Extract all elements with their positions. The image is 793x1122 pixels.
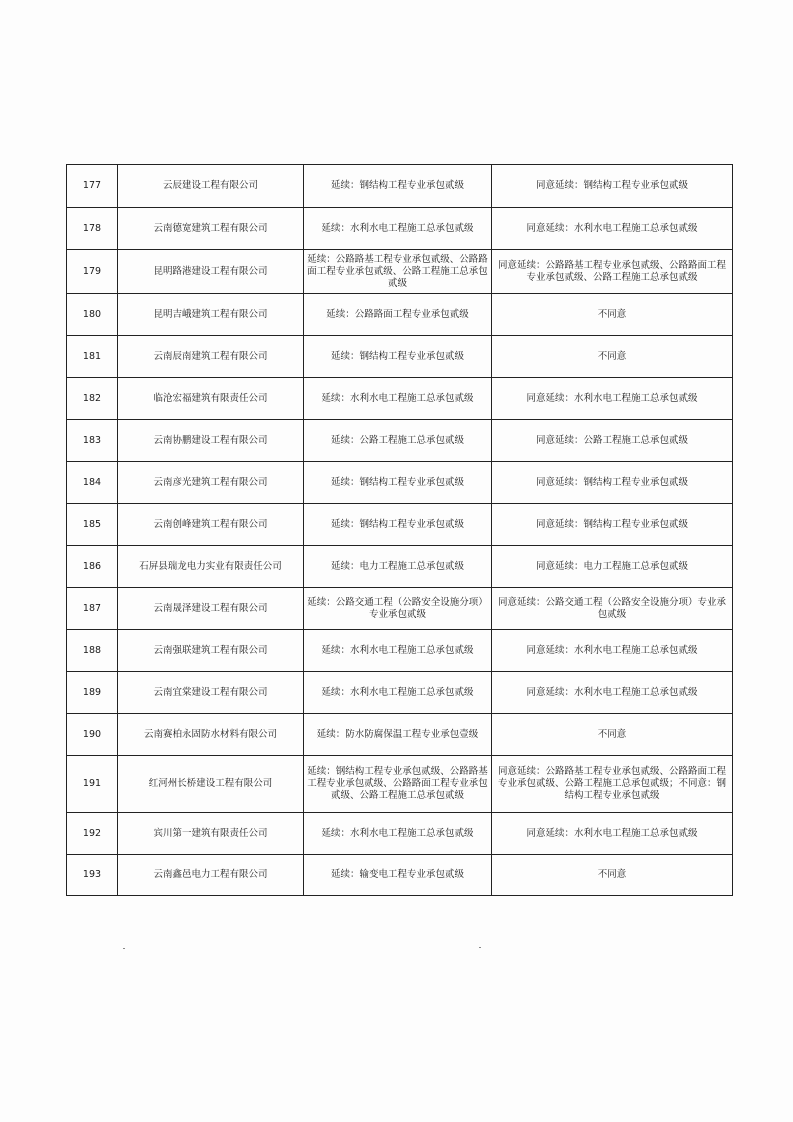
- company-name: 云南晟泽建设工程有限公司: [118, 588, 304, 630]
- table-row: [67, 294, 733, 336]
- scan-speck: [479, 947, 481, 948]
- application-item: 延续：水利水电工程施工总承包贰级: [304, 672, 492, 714]
- review-result: 同意延续：水利水电工程施工总承包贰级: [492, 378, 733, 420]
- company-name: 云南赛柏永固防水材料有限公司: [118, 714, 304, 756]
- row-number: 185: [67, 504, 118, 546]
- row-number: 181: [67, 336, 118, 378]
- review-result: 同意延续：钢结构工程专业承包贰级: [492, 462, 733, 504]
- application-item: 延续：钢结构工程专业承包贰级: [304, 165, 492, 208]
- table-row: [67, 250, 733, 294]
- application-item: 延续：水利水电工程施工总承包贰级: [304, 813, 492, 855]
- review-result: 同意延续：钢结构工程专业承包贰级: [492, 504, 733, 546]
- row-number: 178: [67, 208, 118, 250]
- review-result: 同意延续：水利水电工程施工总承包贰级: [492, 672, 733, 714]
- application-item: 延续：公路路面工程专业承包贰级: [304, 294, 492, 336]
- company-name: 昆明吉峨建筑工程有限公司: [118, 294, 304, 336]
- table-row: [67, 378, 733, 420]
- review-result: 不同意: [492, 855, 733, 896]
- table-row: [67, 588, 733, 630]
- row-number: 180: [67, 294, 118, 336]
- review-result: 同意延续：公路交通工程（公路安全设施分项）专业承包贰级: [492, 588, 733, 630]
- application-item: 延续：水利水电工程施工总承包贰级: [304, 630, 492, 672]
- row-number: 189: [67, 672, 118, 714]
- row-number: 183: [67, 420, 118, 462]
- company-name: 云南宜棠建设工程有限公司: [118, 672, 304, 714]
- company-name: 云南协鹏建设工程有限公司: [118, 420, 304, 462]
- row-number: 177: [67, 165, 118, 208]
- table-row: [67, 672, 733, 714]
- review-result: 同意延续：公路工程施工总承包贰级: [492, 420, 733, 462]
- row-number: 190: [67, 714, 118, 756]
- application-item: 延续：防水防腐保温工程专业承包壹级: [304, 714, 492, 756]
- table-row: [67, 462, 733, 504]
- table-row: [67, 714, 733, 756]
- review-result: 同意延续：公路路基工程专业承包贰级、公路路面工程专业承包贰级、公路工程施工总承包贰级；不同意：钢结构工程专业承包贰级: [492, 756, 733, 813]
- application-item: 延续：公路工程施工总承包贰级: [304, 420, 492, 462]
- table-row: [67, 208, 733, 250]
- review-result: 同意延续：水利水电工程施工总承包贰级: [492, 208, 733, 250]
- company-name: 云南辰南建筑工程有限公司: [118, 336, 304, 378]
- company-name: 云南鑫邑电力工程有限公司: [118, 855, 304, 896]
- company-name: 宾川第一建筑有限责任公司: [118, 813, 304, 855]
- table-row: [67, 165, 733, 208]
- table-row: [67, 546, 733, 588]
- row-number: 188: [67, 630, 118, 672]
- company-name: 云南创峰建筑工程有限公司: [118, 504, 304, 546]
- review-result: 同意延续：电力工程施工总承包贰级: [492, 546, 733, 588]
- row-number: 192: [67, 813, 118, 855]
- company-name: 云辰建设工程有限公司: [118, 165, 304, 208]
- company-name: 石屏县瑞龙电力实业有限责任公司: [118, 546, 304, 588]
- row-number: 179: [67, 250, 118, 294]
- company-name: 云南彦光建筑工程有限公司: [118, 462, 304, 504]
- row-number: 187: [67, 588, 118, 630]
- table-row: [67, 420, 733, 462]
- company-name: 云南德宽建筑工程有限公司: [118, 208, 304, 250]
- row-number: 184: [67, 462, 118, 504]
- table-row: [67, 336, 733, 378]
- review-result: 不同意: [492, 336, 733, 378]
- table-row: [67, 855, 733, 896]
- application-item: 延续：水利水电工程施工总承包贰级: [304, 208, 492, 250]
- company-name: 昆明路港建设工程有限公司: [118, 250, 304, 294]
- table-row: [67, 813, 733, 855]
- approval-table: [66, 164, 733, 896]
- application-item: 延续：钢结构工程专业承包贰级: [304, 462, 492, 504]
- table-row: [67, 504, 733, 546]
- approval-table-body: [67, 165, 733, 896]
- company-name: 云南强联建筑工程有限公司: [118, 630, 304, 672]
- row-number: 186: [67, 546, 118, 588]
- row-number: 191: [67, 756, 118, 813]
- review-result: 不同意: [492, 714, 733, 756]
- company-name: 红河州长桥建设工程有限公司: [118, 756, 304, 813]
- review-result: 同意延续：公路路基工程专业承包贰级、公路路面工程专业承包贰级、公路工程施工总承包贰级: [492, 250, 733, 294]
- application-item: 延续：公路路基工程专业承包贰级、公路路面工程专业承包贰级、公路工程施工总承包贰级: [304, 250, 492, 294]
- application-item: 延续：水利水电工程施工总承包贰级: [304, 378, 492, 420]
- review-result: 同意延续：水利水电工程施工总承包贰级: [492, 813, 733, 855]
- application-item: 延续：钢结构工程专业承包贰级、公路路基工程专业承包贰级、公路路面工程专业承包贰级、公路工程施工总承包贰级: [304, 756, 492, 813]
- application-item: 延续：公路交通工程（公路安全设施分项）专业承包贰级: [304, 588, 492, 630]
- application-item: 延续：输变电工程专业承包贰级: [304, 855, 492, 896]
- application-item: 延续：钢结构工程专业承包贰级: [304, 336, 492, 378]
- review-result: 同意延续：钢结构工程专业承包贰级: [492, 165, 733, 208]
- application-item: 延续：钢结构工程专业承包贰级: [304, 504, 492, 546]
- company-name: 临沧宏福建筑有限责任公司: [118, 378, 304, 420]
- row-number: 193: [67, 855, 118, 896]
- table-row: [67, 756, 733, 813]
- scan-speck: [123, 948, 125, 949]
- table-row: [67, 630, 733, 672]
- review-result: 同意延续：水利水电工程施工总承包贰级: [492, 630, 733, 672]
- review-result: 不同意: [492, 294, 733, 336]
- application-item: 延续：电力工程施工总承包贰级: [304, 546, 492, 588]
- row-number: 182: [67, 378, 118, 420]
